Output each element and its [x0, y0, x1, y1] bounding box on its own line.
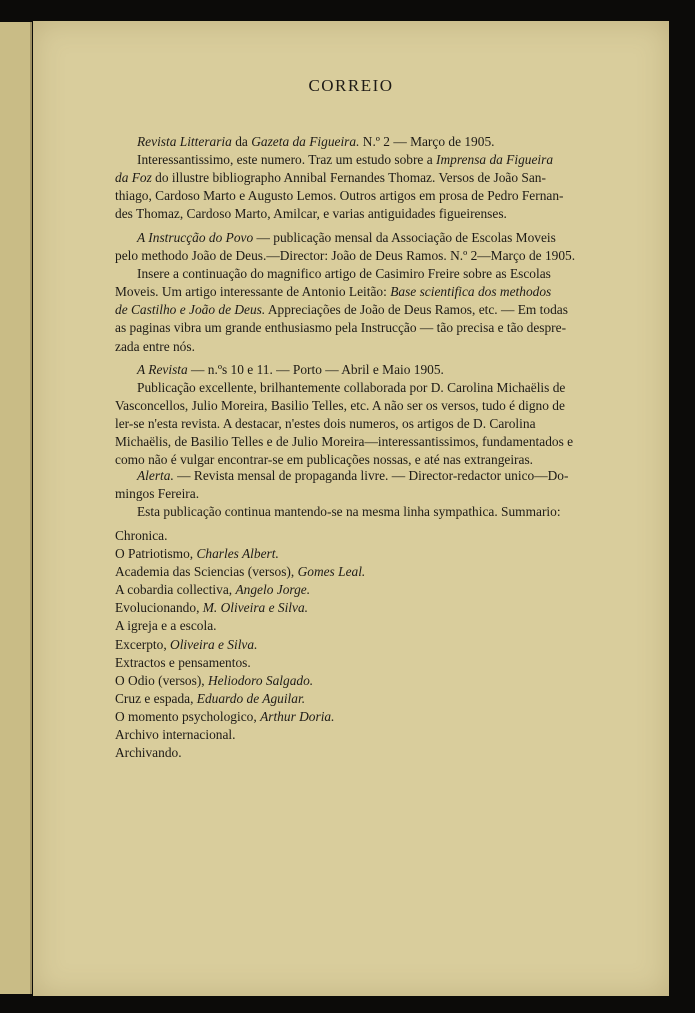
- summary-item: A cobardia collectiva, Angelo Jorge.: [115, 582, 311, 598]
- text-line: Esta publicação continua mantendo-se na mesma linha sympathica. Summario:: [137, 504, 561, 520]
- text-line: Vasconcellos, Julio Moreira, Basilio Telles, etc. A não ser os versos, tudo é digno de: [115, 398, 565, 414]
- text-line: thiago, Cardoso Marto e Augusto Lemos. Outros artigos em prosa de Pedro Fernan-: [115, 188, 564, 204]
- text-line: Revista Litteraria da Gazeta da Figueira. N.º 2 — Março de 1905.: [137, 134, 495, 149]
- text-line: zada entre nós.: [115, 338, 195, 354]
- text-line: como não é vulgar encontrar-se em publicações nossas, e até nas extrangeiras.: [115, 452, 534, 468]
- summary-item: Archivo internacional.: [115, 727, 236, 743]
- entry-alerta: [115, 467, 587, 521]
- text-line: des Thomaz, Cardoso Marto, Amilcar, e varias antiguidades figueirenses.: [115, 206, 507, 222]
- summary-item: Cruz e espada, Eduardo de Aguilar.: [115, 690, 306, 706]
- summary-item: Evolucionando, M. Oliveira e Silva.: [115, 600, 309, 616]
- text-line: Moveis. Um artigo interessante de Antonio Leitão: Base scientifica dos methodos: [115, 284, 552, 300]
- text-line: as paginas vibra um grande enthusiasmo pela Instrucção — tão precisa e tão despre-: [115, 320, 567, 336]
- text-line: A Instrucção do Povo — publicação mensal da Associação de Escolas Moveis: [137, 230, 556, 245]
- text-line: Alerta. — Revista mensal de propaganda livre. — Director-redactor unico—Do-: [137, 468, 569, 483]
- text-line: da Foz do illustre bibliographo Annibal Fernandes Thomaz. Versos de João San-: [115, 170, 546, 186]
- entry-revista-litteraria: [115, 133, 587, 223]
- text-line: Interessantissimo, este numero. Traz um estudo sobre a Imprensa da Figueira: [137, 152, 554, 168]
- text-line: pelo methodo João de Deus.—Director: João de Deus Ramos. N.º 2—Março de 1905.: [115, 248, 576, 264]
- text-line: A Revista — n.ºs 10 e 11. — Porto — Abril e Maio 1905.: [137, 362, 444, 377]
- summary-item: Archivando.: [115, 745, 182, 761]
- text-line: ler-se n'esta revista. A destacar, n'estes dois numeros, os artigos de D. Carolina: [115, 416, 536, 432]
- summary-item: Excerpto, Oliveira e Silva.: [115, 636, 258, 652]
- text-line: Michaëlis, de Basilio Telles e de Julio Moreira—interessantissimos, fundamentados e: [115, 434, 574, 450]
- summary-list: [115, 527, 587, 762]
- text-line: de Castilho e João de Deus. Appreciações de João de Deus Ramos, etc. — Em todas: [115, 302, 568, 318]
- summary-item: A igreja e a escola.: [115, 618, 217, 634]
- entry-a-revista: [115, 361, 587, 470]
- text-line: Publicação excellente, brilhantemente collaborada por D. Carolina Michaëlis de: [137, 380, 566, 396]
- text-line: mingos Fereira.: [115, 486, 200, 502]
- summary-item: Academia das Sciencias (versos), Gomes Leal.: [115, 564, 366, 580]
- document-page: [33, 21, 669, 996]
- summary-item: O Odio (versos), Heliodoro Salgado.: [115, 672, 314, 688]
- facing-page-edge: [0, 22, 32, 994]
- summary-item: O Patriotismo, Charles Albert.: [115, 546, 279, 562]
- page-title: CORREIO: [308, 76, 394, 95]
- summary-item: O momento psychologico, Arthur Doria.: [115, 708, 335, 724]
- summary-item: Extractos e pensamentos.: [115, 654, 251, 670]
- entry-instrucção-do-povo: [115, 229, 587, 356]
- text-line: Insere a continuação do magnifico artigo de Casimiro Freire sobre as Escolas: [137, 266, 551, 282]
- summary-item: Chronica.: [115, 528, 168, 543]
